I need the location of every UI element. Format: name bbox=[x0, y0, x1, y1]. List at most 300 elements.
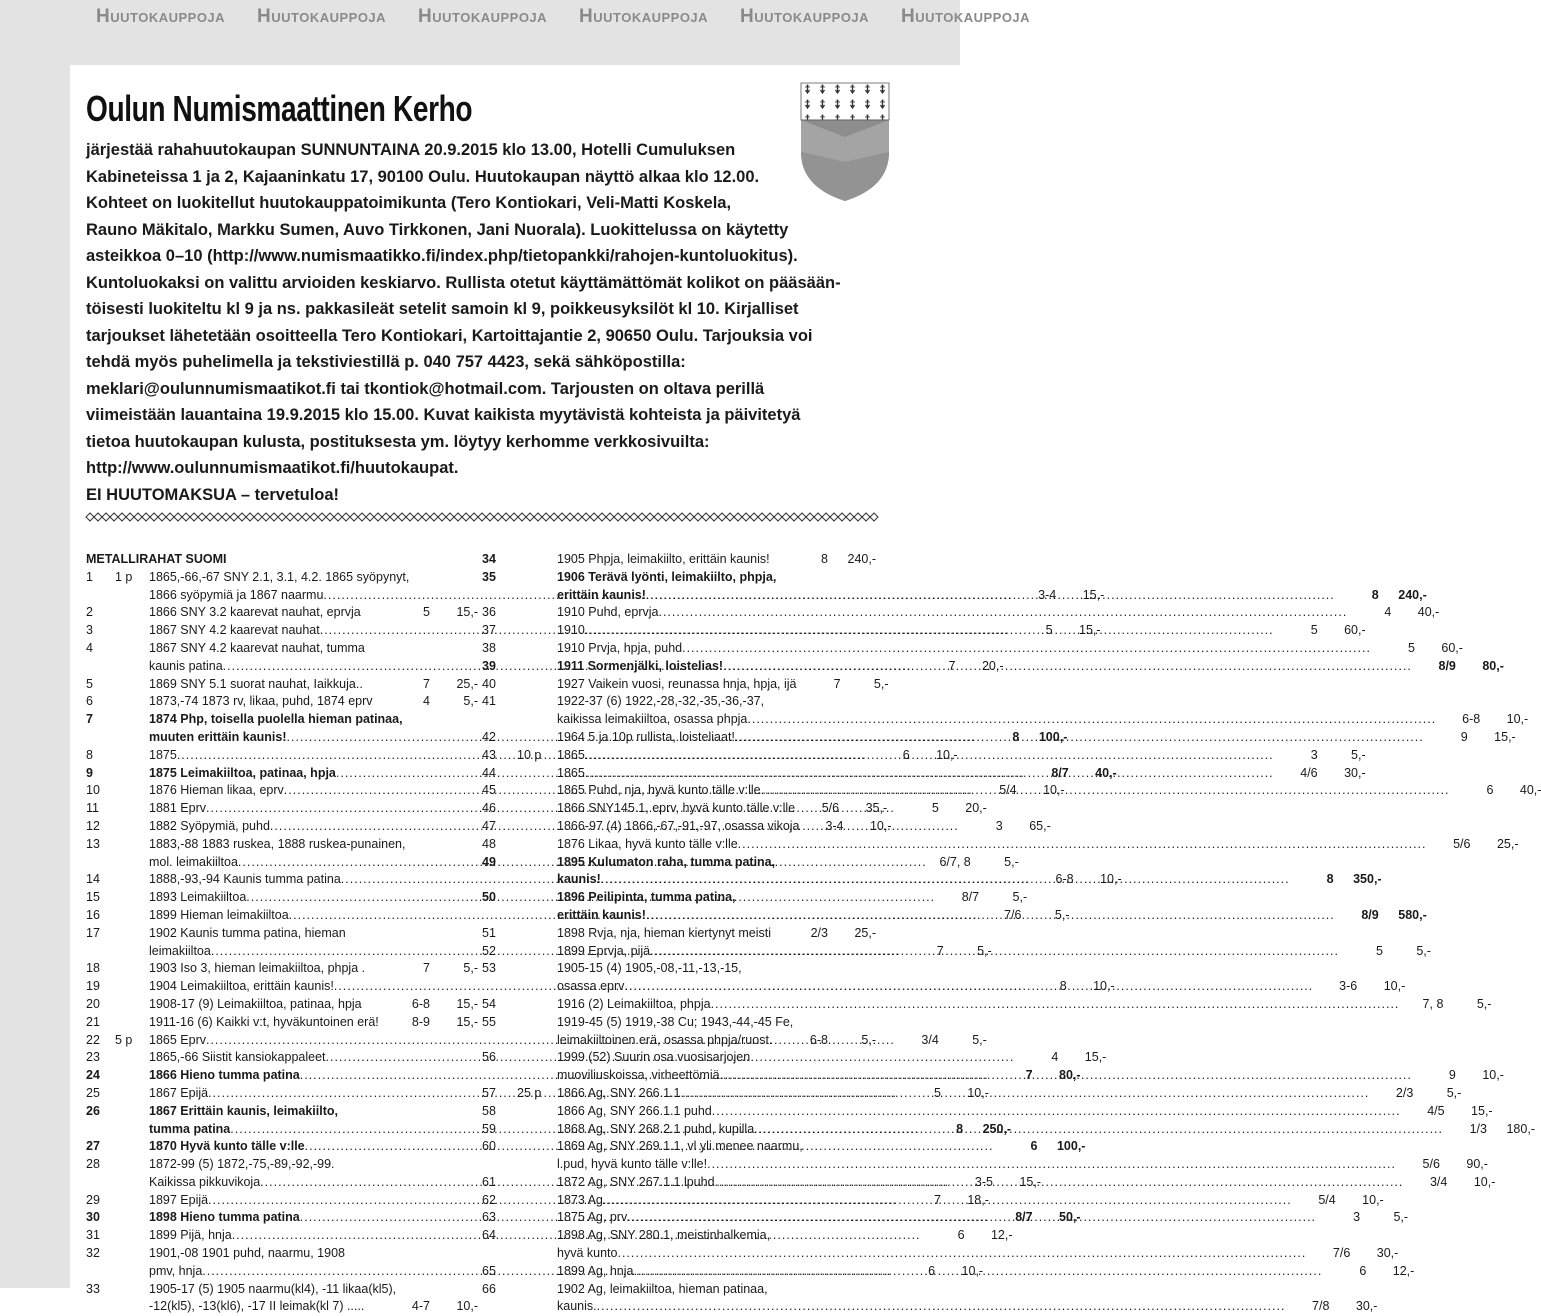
lot-price: 5,- bbox=[861, 1032, 876, 1047]
lot-price: 350,- bbox=[1353, 872, 1382, 887]
intro-line: asteikkoa 0–10 (http://www.numismaatikko.fi/index.php/tietopankki/rahojen-kuntoluokitus). bbox=[86, 247, 798, 265]
intro-line: http://www.oulunnumismaatikot.fi/huutokaupat. bbox=[86, 459, 459, 477]
lot-price: 10,- bbox=[936, 747, 958, 762]
lot-price: 10,- bbox=[1383, 979, 1406, 994]
lot-description: kaunis! bbox=[557, 872, 601, 887]
lot-denomination bbox=[517, 1298, 557, 1316]
lot-description: 1875 Leimakiiltoa, patinaa, hpja bbox=[149, 765, 336, 780]
dot-leader bbox=[707, 1156, 1396, 1174]
lot-row bbox=[86, 925, 478, 943]
lot-number: 51 bbox=[482, 925, 496, 940]
lot-denomination bbox=[115, 996, 149, 1014]
lot-description-cell bbox=[149, 1156, 386, 1174]
lot-row bbox=[482, 818, 892, 836]
lot-description: 1903 Iso 3, hieman leimakiiltoa, phpja . bbox=[149, 961, 366, 976]
lot-denomination bbox=[517, 604, 557, 622]
lot-description: erittäin kaunis! bbox=[557, 587, 646, 602]
lot-grade: 6 bbox=[928, 1263, 936, 1278]
lot-description: erittäin kaunis! bbox=[557, 907, 646, 922]
lot-description: hyvä kunto bbox=[557, 1246, 618, 1261]
intro-line: meklari@oulunnumismaatikot.fi tai tkontiok@hotmail.com. Tarjousten on oltava perillä bbox=[86, 379, 765, 398]
lot-grade bbox=[409, 569, 459, 587]
lot-description-cell bbox=[557, 818, 800, 836]
lot-row bbox=[482, 1227, 876, 1245]
lot-denomination bbox=[517, 676, 557, 694]
lot-row bbox=[86, 711, 478, 729]
lot-price: 15,- bbox=[1082, 587, 1105, 602]
lot-row bbox=[482, 960, 876, 978]
lot-denomination bbox=[517, 1014, 557, 1032]
lot-description: 1902 Kaunis tumma patina, hieman bbox=[149, 925, 346, 940]
lot-grade: 1/3 bbox=[1469, 1121, 1487, 1136]
lot-price bbox=[834, 1281, 876, 1299]
lot-row bbox=[86, 1298, 478, 1316]
lot-number: 44 bbox=[482, 765, 496, 780]
lot-number: 56 bbox=[482, 1050, 496, 1065]
lot-price bbox=[834, 854, 876, 872]
lot-description: 1896 Peilipinta, tumma patina, bbox=[557, 890, 736, 905]
header-label: Huutokauppoja bbox=[257, 6, 387, 27]
lot-row bbox=[482, 1245, 1399, 1263]
lot-denomination bbox=[517, 587, 557, 605]
lot-price: 15,- bbox=[1019, 1174, 1041, 1189]
lot-price: 15,- bbox=[456, 605, 478, 620]
lot-number: 50 bbox=[482, 890, 496, 905]
lot-description: mol. leimakiiltoa bbox=[149, 854, 238, 869]
dot-leader bbox=[597, 1298, 1286, 1316]
dot-leader bbox=[603, 1192, 1292, 1210]
lot-grade bbox=[803, 1138, 853, 1156]
dot-leader bbox=[680, 1085, 1369, 1103]
lot-price: 20,- bbox=[981, 658, 1004, 673]
lot-number: 48 bbox=[482, 836, 496, 851]
lot-grade: 5/6 bbox=[1453, 836, 1471, 851]
lot-row bbox=[86, 1281, 478, 1299]
dot-leader bbox=[754, 1121, 1443, 1139]
lot-number: 1 bbox=[86, 569, 93, 584]
lot-number bbox=[86, 587, 115, 605]
lot-description-cell bbox=[557, 1298, 1285, 1316]
lot-price: 10,- bbox=[1506, 712, 1529, 727]
lot-number: 21 bbox=[86, 1014, 100, 1029]
lot-denomination: 5 p bbox=[115, 1032, 133, 1047]
lot-number: 2 bbox=[86, 605, 93, 620]
lot-row bbox=[86, 1014, 478, 1032]
lot-denomination bbox=[115, 604, 149, 622]
lot-grade bbox=[386, 1103, 436, 1121]
lot-price: 240,- bbox=[1398, 587, 1427, 602]
lot-number bbox=[86, 1174, 115, 1192]
dot-leader bbox=[646, 587, 1335, 605]
lot-grade: 6 bbox=[1486, 783, 1494, 798]
lot-description: 1899 Hieman leimakiiltoa bbox=[149, 907, 289, 922]
lot-description: 1905 Phpja, leimakiilto, erittäin kaunis! bbox=[557, 552, 770, 566]
lot-description: 1865 Eprv bbox=[149, 1032, 206, 1047]
lot-grade: 9 bbox=[1448, 1068, 1456, 1083]
lot-price bbox=[436, 640, 478, 658]
lot-denomination bbox=[115, 1067, 149, 1085]
lot-number: 29 bbox=[86, 1192, 100, 1207]
lot-number bbox=[482, 711, 517, 729]
lot-description-cell bbox=[557, 765, 1274, 783]
lot-number: 66 bbox=[482, 1281, 496, 1296]
lot-row bbox=[482, 640, 1463, 658]
lot-description-cell bbox=[557, 889, 784, 907]
lot-price bbox=[834, 960, 876, 978]
lot-description: 1865 bbox=[557, 747, 585, 762]
lot-denomination bbox=[517, 943, 557, 961]
lot-description-cell bbox=[557, 551, 784, 569]
lot-description-cell bbox=[149, 925, 386, 943]
lot-row bbox=[482, 1281, 876, 1299]
lot-number: 42 bbox=[482, 729, 496, 744]
lot-price: 12,- bbox=[990, 1228, 1013, 1243]
lot-description-cell bbox=[557, 604, 1347, 622]
lot-description-cell bbox=[557, 1103, 1401, 1121]
lot-row bbox=[482, 800, 888, 818]
lot-row bbox=[482, 978, 1406, 996]
lot-description-cell bbox=[557, 1192, 1292, 1210]
lot-description-cell bbox=[557, 800, 795, 818]
lot-price: 10,- bbox=[869, 818, 892, 833]
lot-number: 58 bbox=[482, 1103, 496, 1118]
lot-number bbox=[482, 1298, 517, 1316]
dot-leader bbox=[715, 1174, 1404, 1192]
intro-line: EI HUUTOMAKSUA – tervetuloa! bbox=[86, 485, 340, 504]
lot-grade: 7/6 bbox=[1004, 907, 1022, 922]
lot-description-cell bbox=[557, 907, 1335, 925]
divider-pattern bbox=[86, 513, 878, 521]
lot-number bbox=[482, 1156, 517, 1174]
lot-grade: 7 bbox=[423, 961, 430, 976]
lot-description: 1908-17 (9) Leimakiiltoa, patinaa, hpja bbox=[149, 996, 362, 1011]
lot-price: 15,- bbox=[1471, 1103, 1493, 1118]
lot-grade bbox=[793, 1014, 843, 1032]
lot-description: muuten erittäin kaunis! bbox=[149, 729, 287, 744]
lot-description-cell bbox=[557, 1174, 1403, 1192]
lot-number: 17 bbox=[86, 925, 100, 940]
lot-number bbox=[482, 1067, 517, 1085]
lot-description-cell bbox=[149, 1103, 386, 1121]
lot-grade: 7 bbox=[833, 676, 841, 691]
lot-description: 1927 Vaikein vuosi, reunassa hnja, hpja, ijä bbox=[557, 676, 797, 691]
lot-price: 580,- bbox=[1398, 907, 1427, 922]
intro-line: Kohteet on luokitellut huutokauppatoimikunta (Tero Kontiokari, Veli-Matti Koskela, bbox=[86, 194, 732, 212]
lot-price bbox=[834, 569, 876, 587]
lot-price bbox=[843, 1014, 885, 1032]
lot-price: 10,- bbox=[1093, 979, 1115, 994]
lot-number: 15 bbox=[86, 890, 100, 905]
lot-number: 64 bbox=[482, 1228, 496, 1243]
lot-description: kaunis. bbox=[557, 1299, 597, 1314]
lot-description-cell bbox=[557, 871, 1290, 889]
lot-description: pmv, hnja bbox=[149, 1263, 203, 1278]
lot-description: 1901,-08 1901 puhd, naarmu, 1908 bbox=[149, 1246, 345, 1261]
lot-description: 1999 (52) Suurin osa vuosisarjojen bbox=[557, 1050, 751, 1065]
lot-price: 5,- bbox=[1054, 907, 1070, 922]
lot-grade: 8-9 bbox=[411, 1014, 430, 1029]
lot-denomination bbox=[115, 622, 149, 640]
lot-description-cell bbox=[557, 676, 797, 694]
lot-denomination bbox=[115, 1227, 149, 1245]
lot-denomination bbox=[517, 1067, 557, 1085]
lot-denomination bbox=[115, 729, 149, 747]
lot-price bbox=[853, 1138, 895, 1156]
lot-description: 1898 Hieno tumma patina bbox=[149, 1210, 300, 1225]
lot-description-cell bbox=[557, 1014, 793, 1032]
intro-line: järjestää rahahuutokaupan SUNNUNTAINA 20.9.2015 klo 13.00, Hotelli Cumuluksen bbox=[86, 141, 736, 159]
lot-number bbox=[86, 943, 115, 961]
lot-grade: 5/4 bbox=[1318, 1192, 1336, 1207]
lot-grade: 7/6 bbox=[1332, 1246, 1351, 1261]
lot-description: 1876 Hieman likaa, eprv bbox=[149, 783, 284, 798]
lot-grade: 5 bbox=[1376, 943, 1383, 958]
lot-row bbox=[482, 1298, 1378, 1316]
lot-grade bbox=[784, 693, 834, 711]
lot-price: 15,- bbox=[1079, 623, 1101, 638]
lot-number: 59 bbox=[482, 1121, 496, 1136]
lot-denomination bbox=[115, 1245, 149, 1263]
lot-grade bbox=[784, 889, 834, 907]
dot-leader bbox=[682, 640, 1371, 658]
lot-description: 1866 Hieno tumma patina bbox=[149, 1068, 300, 1083]
lot-row bbox=[86, 1103, 478, 1121]
lot-number: 3 bbox=[86, 623, 93, 638]
lot-price: 10,- bbox=[967, 1085, 989, 1100]
lot-number bbox=[86, 1121, 115, 1139]
lot-denomination: 10 p bbox=[517, 747, 542, 762]
lot-denomination bbox=[115, 1138, 149, 1156]
lot-price: 5,- bbox=[1476, 996, 1492, 1011]
lot-denomination bbox=[517, 1209, 557, 1227]
lot-description-cell bbox=[557, 960, 784, 978]
lot-grade bbox=[396, 1281, 446, 1299]
lot-price: 240,- bbox=[847, 552, 876, 566]
lot-description-cell bbox=[557, 1085, 1369, 1103]
lot-price: 40,- bbox=[1417, 605, 1440, 620]
lot-denomination bbox=[115, 587, 149, 605]
lot-denomination bbox=[517, 1156, 557, 1174]
lot-price: 15,- bbox=[456, 1014, 478, 1029]
lot-description: 1882 Syöpymiä, puhd bbox=[149, 818, 270, 833]
lot-row bbox=[482, 604, 1440, 622]
lot-description-cell bbox=[557, 1067, 1412, 1085]
lot-description-cell bbox=[557, 1263, 1322, 1281]
lot-number: 41 bbox=[482, 694, 496, 709]
lot-description: 1873,-74 1873 rv, likaa, puhd, 1874 eprv bbox=[149, 694, 373, 709]
dot-leader bbox=[650, 943, 1339, 961]
document-panel bbox=[70, 65, 1541, 1314]
lot-denomination bbox=[517, 1174, 557, 1192]
lot-price: 5,- bbox=[1351, 747, 1366, 762]
lot-denomination bbox=[115, 1174, 149, 1192]
side-band bbox=[0, 92, 70, 1288]
lot-description: 1919-45 (5) 1919,-38 Cu; 1943,-44,-45 Fe, bbox=[557, 1014, 794, 1029]
lot-price: 15,- bbox=[1084, 1050, 1107, 1065]
header-label: Huutokauppoja bbox=[418, 6, 548, 27]
lot-description: 1911 Sormenjälki, loistelias! bbox=[557, 658, 724, 673]
lot-price: 250,- bbox=[982, 1121, 1012, 1136]
lot-grade bbox=[386, 1245, 436, 1263]
lot-number: 31 bbox=[86, 1228, 100, 1243]
lot-number: 25 bbox=[86, 1085, 100, 1100]
lot-denomination bbox=[517, 1032, 557, 1050]
lot-denomination bbox=[517, 907, 557, 925]
lot-description: 1866 Ag, SNY 266.1.1 puhd bbox=[557, 1103, 712, 1118]
lot-grade: 4 bbox=[423, 694, 430, 709]
lot-grade: 2/3 bbox=[810, 925, 828, 940]
lot-grade: 6 bbox=[1030, 1139, 1038, 1154]
lot-grade bbox=[386, 1156, 436, 1174]
lot-number: 62 bbox=[482, 1192, 496, 1207]
lot-description: 1899 Pijä, hnja bbox=[149, 1228, 232, 1243]
lot-grade: 3/4 bbox=[921, 1032, 939, 1047]
lot-price: 50,- bbox=[1059, 1210, 1081, 1225]
lot-description: 1867 Epijä bbox=[149, 1085, 209, 1100]
lot-denomination bbox=[115, 1263, 149, 1281]
lot-denomination bbox=[115, 1121, 149, 1139]
dot-leader bbox=[585, 747, 1274, 765]
lot-description: 1873 Ag bbox=[557, 1192, 603, 1207]
lot-denomination bbox=[517, 1103, 557, 1121]
lot-price: 40,- bbox=[1095, 765, 1117, 780]
lot-description-cell bbox=[149, 1245, 386, 1263]
lot-grade: 5 bbox=[423, 605, 430, 620]
lot-price: 60,- bbox=[1441, 640, 1463, 655]
lot-denomination: 1 p bbox=[115, 569, 133, 584]
lot-grade: 9 bbox=[1460, 729, 1468, 744]
lot-grade bbox=[784, 1049, 834, 1067]
lot-row bbox=[86, 996, 478, 1014]
lot-grade: 6 bbox=[1359, 1263, 1367, 1278]
lot-number: 20 bbox=[86, 996, 100, 1011]
lot-row bbox=[482, 1049, 876, 1067]
lot-description-cell bbox=[557, 1245, 1306, 1263]
lot-number: 12 bbox=[86, 818, 100, 833]
lot-price: 10,- bbox=[456, 1299, 478, 1314]
dot-leader bbox=[585, 765, 1274, 783]
lot-denomination bbox=[115, 889, 149, 907]
lot-grade: 8 bbox=[821, 552, 828, 566]
lot-number: 49 bbox=[482, 854, 496, 869]
lot-grade: 6-8 bbox=[809, 1032, 828, 1047]
lot-grade: 7, 8 bbox=[1422, 996, 1444, 1011]
lot-description-cell bbox=[557, 640, 1371, 658]
lot-number bbox=[86, 658, 115, 676]
lot-denomination bbox=[517, 711, 557, 729]
lot-price: 15,- bbox=[456, 996, 478, 1011]
header-label: Huutokauppoja bbox=[901, 6, 1031, 27]
lot-price: 100,- bbox=[1056, 1139, 1086, 1154]
lot-price: 25,- bbox=[1496, 836, 1519, 851]
lot-description-cell bbox=[149, 711, 403, 729]
lot-description-cell bbox=[557, 925, 784, 943]
lot-price bbox=[436, 1156, 478, 1174]
lot-price bbox=[436, 925, 478, 943]
lot-number: 63 bbox=[482, 1210, 496, 1225]
lot-denomination bbox=[517, 729, 557, 747]
lot-number bbox=[482, 978, 517, 996]
lot-price: 5,- bbox=[977, 943, 992, 958]
lot-number: 6 bbox=[86, 694, 93, 709]
lot-description-cell bbox=[149, 676, 386, 694]
lot-grade bbox=[784, 960, 834, 978]
lot-denomination bbox=[115, 818, 149, 836]
lot-number: 53 bbox=[482, 961, 496, 976]
lot-price: 10,- bbox=[1362, 1192, 1384, 1207]
lot-row bbox=[482, 1192, 1384, 1210]
lot-description: l.pud, hyvä kunto tälle v:lle! bbox=[557, 1157, 708, 1172]
lot-description-cell bbox=[557, 658, 1412, 676]
lot-grade: 8 bbox=[1326, 872, 1334, 887]
lot-grade: 5 bbox=[1407, 640, 1415, 655]
lot-description: 1866 Ag, SNY 266.1.1 bbox=[557, 1085, 681, 1100]
lot-grade: 5 bbox=[1045, 623, 1053, 638]
lot-description-cell bbox=[149, 1298, 386, 1316]
lot-description: 1899 Eprvja, pijä bbox=[557, 943, 651, 958]
intro-line: tehdä myös puhelimella ja tekstiviestillä p. 040 757 4423, sekä sähköpostilla: bbox=[86, 353, 686, 371]
lot-grade: 3-4 bbox=[1038, 587, 1057, 602]
lot-description-cell bbox=[557, 1156, 1396, 1174]
lot-description-cell bbox=[557, 996, 1399, 1014]
lot-grade bbox=[784, 1281, 834, 1299]
lot-price: 10,- bbox=[1482, 1068, 1504, 1083]
lot-number bbox=[86, 854, 115, 872]
lot-description: 1865 bbox=[557, 765, 585, 780]
dot-leader bbox=[712, 1103, 1401, 1121]
lot-description: 1866 syöpymiä ja 1867 naarmu bbox=[149, 587, 324, 602]
lot-denomination bbox=[517, 551, 557, 569]
lot-price: 5,- bbox=[1393, 1210, 1409, 1225]
lot-row bbox=[86, 1245, 478, 1263]
lot-grade: 4/5 bbox=[1427, 1103, 1445, 1118]
lot-row bbox=[482, 1032, 876, 1050]
lot-row bbox=[482, 943, 1431, 961]
lot-denomination bbox=[115, 907, 149, 925]
lot-number: 35 bbox=[482, 569, 496, 584]
lot-grade: 6 bbox=[902, 747, 910, 762]
lot-price: 5,- bbox=[1416, 943, 1431, 958]
lot-price: 12,- bbox=[1392, 1263, 1415, 1278]
lot-denomination: 25 p bbox=[517, 1085, 542, 1100]
lot-number bbox=[86, 1263, 115, 1281]
lot-denomination bbox=[517, 978, 557, 996]
lot-price: 30,- bbox=[1376, 1246, 1399, 1261]
lot-denomination bbox=[115, 1156, 149, 1174]
lot-grade bbox=[403, 711, 453, 729]
lot-denomination bbox=[115, 943, 149, 961]
lot-denomination bbox=[517, 693, 557, 711]
lot-number: 5 bbox=[86, 676, 93, 691]
lot-grade: 5 bbox=[933, 1085, 941, 1100]
lot-grade: 5/6 bbox=[821, 801, 840, 816]
lot-description: 1910 Puhd, eprvja bbox=[557, 605, 659, 620]
lot-description: 1916 (2) Leimakiiltoa, phpja bbox=[557, 996, 711, 1011]
lot-description: 1867 SNY 4.2 kaarevat nauhat, tumma bbox=[149, 640, 365, 655]
lot-number bbox=[482, 871, 517, 889]
lot-number: 47 bbox=[482, 818, 496, 833]
lot-number: 23 bbox=[86, 1050, 100, 1065]
lot-number: 61 bbox=[482, 1174, 496, 1189]
lot-number: 18 bbox=[86, 961, 100, 976]
lot-description-cell bbox=[557, 1032, 784, 1050]
lot-row bbox=[482, 551, 876, 569]
lot-grade: 5/4 bbox=[999, 783, 1017, 798]
lot-description: 1898 Rvja, nja, hieman kiertynyt meisti bbox=[557, 925, 771, 940]
lot-description: 1865 Puhd, nja, hyvä kunto tälle v:lle bbox=[557, 783, 761, 798]
lot-description: 1872 Ag, SNY 267.1.1 lpuhd bbox=[557, 1174, 715, 1189]
intro-line: töisesti luokiteltu kl 9 ja ns. pakkasileät setelit samoin kl 9, poikkeusyksilöt kl 10. Kirjalliset bbox=[86, 300, 799, 318]
